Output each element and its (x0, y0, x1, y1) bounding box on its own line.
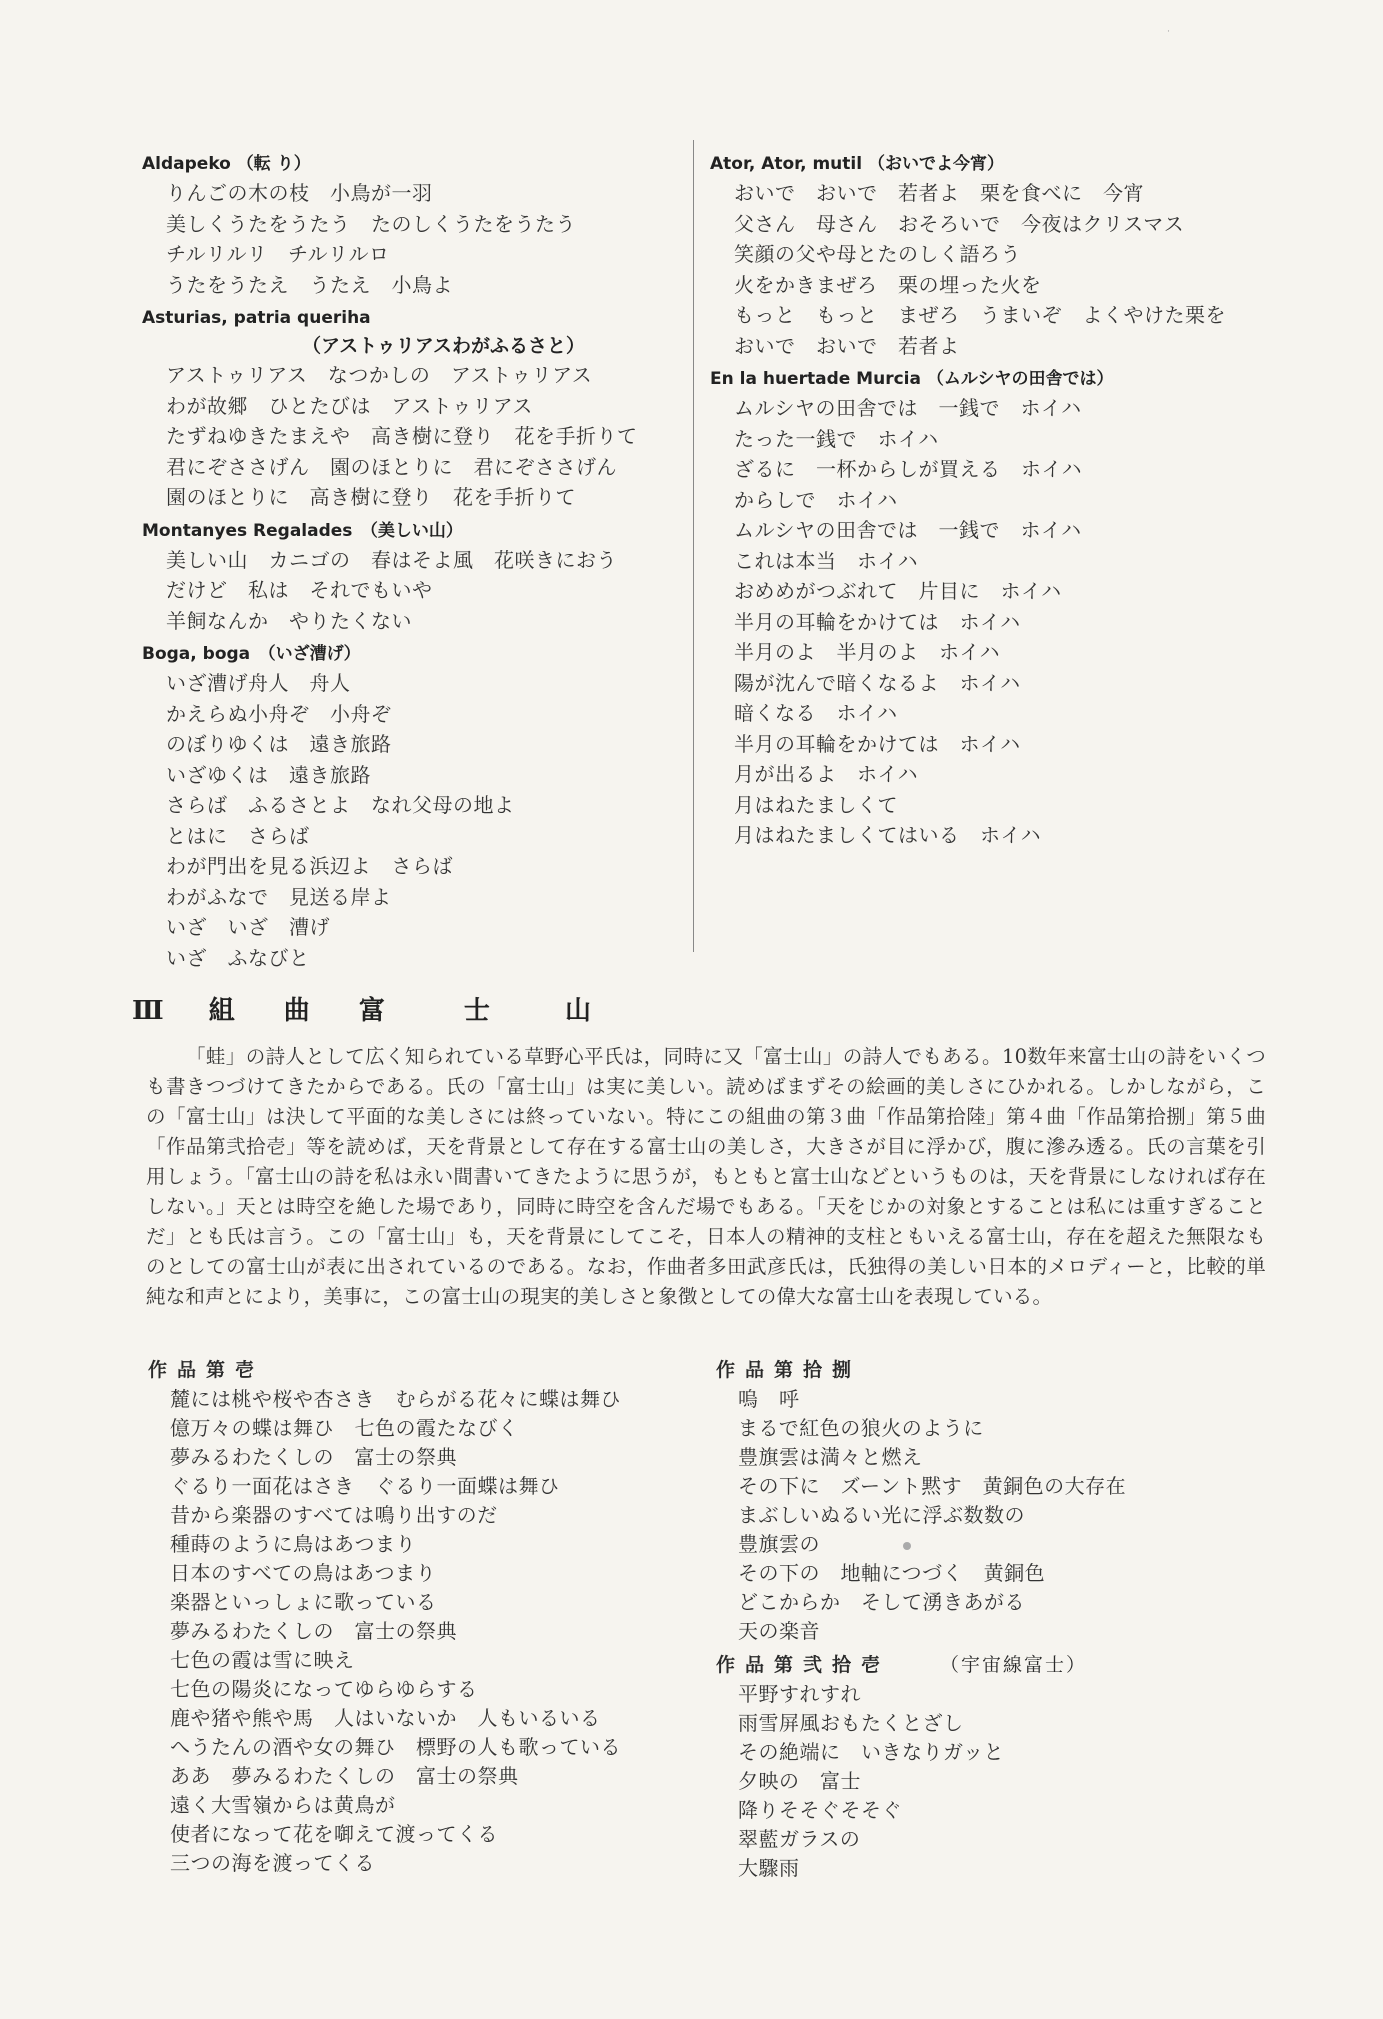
poem-line: 大驟雨 (738, 1856, 800, 1880)
poem-line: 日本のすべての鳥はあつまり (170, 1561, 437, 1585)
lyric-line: わがふなで 見送る岸よ (166, 884, 392, 909)
lyric-line: おめめがつぶれて 片目に ホイハ (734, 579, 1062, 603)
poem-title (148, 1355, 708, 1385)
lyric-line: いざ漕げ舟人 舟人 (166, 671, 351, 695)
lyric-line: わが門出を見る浜辺よ さらば (166, 854, 453, 878)
poem-line: 麓には桃や桜や杏さき むらがる花々に蝶は舞ひ (170, 1387, 621, 1411)
song-lines (142, 360, 682, 513)
poem-line: 平野すれすれ (738, 1682, 861, 1706)
song-title: Asturias, patria queriha (142, 308, 371, 328)
song-block (710, 150, 1270, 361)
lyric-line: 美しい山 カニゴの 春はそよ風 花咲きにおう (166, 547, 617, 572)
lyric-line: これは本当 ホイハ (734, 548, 919, 573)
heading-char: 曲 (283, 996, 314, 1026)
lyric-line: 陽が沈んで暗くなるよ ホイハ (734, 670, 1021, 695)
poem-title (716, 1650, 1276, 1680)
section-number: Ⅲ (132, 996, 168, 1026)
right-song-column (710, 150, 1270, 855)
poem-subtitle: （宇宙線富士） (940, 1654, 1088, 1676)
heading-char: 組 (208, 996, 239, 1026)
poem-lines (716, 1385, 1276, 1646)
lyric-line: だけど 私は それでもいや (166, 578, 433, 602)
lyric-line: からしで ホイハ (734, 487, 898, 512)
poem-line: 夢みるわたくしの 富士の祭典 (170, 1619, 457, 1643)
lyric-line: りんごの木の枝 小鳥が一羽 (166, 181, 433, 205)
poem-block (716, 1355, 1276, 1646)
poem-line: 鹿や猪や熊や馬 人はいないか 人もいるいる (170, 1706, 601, 1730)
lyric-line: たずねゆきたまえや 高き樹に登り 花を手折りて (166, 424, 638, 448)
scan-mark: ˙ (1166, 30, 1171, 41)
poem-lines (148, 1385, 708, 1878)
column-divider (693, 140, 694, 952)
poem-block (148, 1355, 708, 1878)
lyric-line: おいで おいで 若者よ (734, 333, 960, 358)
poem-line: 翠藍ガラスの (738, 1827, 861, 1851)
lyric-line: もっと もっと まぜろ うまいぞ よくやけた栗を (734, 303, 1226, 327)
lyric-line: とはに さらば (166, 823, 310, 848)
poem-line: 夢みるわたくしの 富士の祭典 (170, 1445, 457, 1469)
lyric-line: 月はねたましくて (734, 792, 898, 817)
poem-lines (716, 1680, 1276, 1883)
lyric-line: ムルシヤの田舎では 一銭で ホイハ (734, 518, 1082, 542)
poem-line: 夕映の 富士 (738, 1769, 861, 1793)
poem-line: へうたんの酒や女の舞ひ 標野の人も歌っている (170, 1735, 621, 1759)
lyric-line: 父さん 母さん おそろいで 今夜はクリスマス (734, 211, 1185, 236)
lyric-line: 半月の耳輪をかけては ホイハ (734, 609, 1021, 634)
song-block (142, 304, 682, 513)
poem-line: その下の 地軸につづく 黄銅色 (738, 1561, 1046, 1585)
poem-title (716, 1355, 1276, 1385)
song-title: Boga, boga （いざ漕げ） (142, 644, 361, 664)
lyric-line: 月はねたましくてはいる ホイハ (734, 823, 1042, 847)
lyric-line: いざ ふなびと (166, 945, 310, 970)
lyric-line: 半月のよ 半月のよ ホイハ (734, 640, 1001, 664)
poem-line: どこからか そして湧きあがる (738, 1590, 1025, 1614)
poem-line: 天の楽音 (738, 1619, 820, 1643)
poem-line: ぐるり一面花はさき ぐるり一面蝶は舞ひ (170, 1474, 560, 1498)
poem-line: その下に ズーント黙す 黄銅色の大存在 (738, 1474, 1127, 1498)
poem-line: ああ 夢みるわたくしの 富士の祭典 (170, 1764, 519, 1788)
heading-char: 士 (463, 996, 494, 1026)
lyric-line: いざ いざ 漕げ (166, 915, 330, 939)
poem-title-text: 作品第壱 (148, 1359, 265, 1381)
poem-block (716, 1650, 1276, 1883)
poem-line: 億万々の蝶は舞ひ 七色の霞たなびく (170, 1416, 519, 1440)
lyric-line: 美しくうたをうたう たのしくうたをうたう (166, 211, 576, 236)
poem-line: 使者になって花を啣えて渡ってくる (170, 1822, 498, 1846)
poem-line: 豊旗雲は満々と燃え (738, 1445, 923, 1469)
poem-line: 七色の陽炎になってゆらゆらする (170, 1677, 478, 1701)
lyric-line: 暗くなる ホイハ (734, 701, 898, 725)
poem-line: 豊旗雲の (738, 1532, 820, 1556)
heading-char: 富 (358, 996, 389, 1026)
song-block (142, 517, 682, 637)
song-subtitle: （アストゥリアスわがふるさと） (302, 335, 586, 357)
poem-line: まぶしいぬるい光に浮ぶ数数の (738, 1503, 1025, 1527)
lyric-line: さらば ふるさとよ なれ父母の地よ (166, 793, 515, 817)
lyric-line: のぼりゆくは 遠き旅路 (166, 732, 392, 756)
lyric-line: ムルシヤの田舎では 一銭で ホイハ (734, 396, 1082, 420)
section-prose: 「蛙」の詩人として広く知られている草野心平氏は，同時に又「富士山」の詩人でもある。10数年来富士山の詩をいくつも書きつづけてきたからである。氏の「富士山」は実に美しい。読めばまずその絵画的美しさにひかれる。しかしながら，この「富士山」は決して平面的な美しさには終っていない。特にこの組曲の第３曲「作品第拾陸」第４曲「作品第拾捌」第５曲「作品第弐拾壱」等を読めば，天を背景として存在する富士山の美しさ，大きさが目に浮かび，腹に滲み透る。氏の言葉を引用しょう。「富士山の詩を私は永い間書いてきたように思うが，もともと富士山などというものは，天を背景にしなければ存在しない。」天とは時空を絶した場であり，同時に時空を含んだ場でもある。「天をじかの対象とすることは私には重すぎることだ」とも氏は言う。この「富士山」も，天を背景にしてこそ，日本人の精神的支柱ともいえる富士山，存在を超えた無限なものとしての富士山が表に出されているのである。なお，作曲者多田武彦氏は，氏独得の美しい日本的メロディーと，比較的単純な和声とにより，美事に，この富士山の現実的美しさと象徴としての偉大な富士山を表現している。 (146, 1045, 1266, 1308)
poem-line: まるで紅色の狼火のように (738, 1416, 984, 1440)
song-lines (710, 393, 1270, 851)
section-heading (132, 990, 627, 1027)
poem-line: 雨雪屏風おもたくとざし (738, 1711, 964, 1735)
left-song-column (142, 150, 682, 977)
poem-line: 降りそそぐそそぐ (738, 1798, 902, 1822)
poem-line: 楽器といっしょに歌っている (170, 1590, 437, 1614)
lyric-line: おいで おいで 若者よ 栗を食べに 今宵 (734, 181, 1144, 205)
song-block (142, 640, 682, 973)
poems-left-column (148, 1355, 708, 1878)
poem-line: 遠く大雪嶺からは黄鳥が (170, 1793, 396, 1817)
poem-line: 昔から楽器のすべては鳴り出すのだ (170, 1503, 498, 1527)
song-block (710, 365, 1270, 851)
lyric-line: 笑顔の父や母とたのしく語ろう (734, 242, 1021, 266)
lyric-line: 羊飼なんか やりたくない (166, 608, 412, 633)
lyric-line: たった一銭で ホイハ (734, 426, 939, 451)
song-title: En la huertade Murcia （ムルシヤの田舎では） (710, 369, 1114, 389)
lyric-line: 君にぞささげん 園のほとりに 君にぞささげん (166, 454, 617, 479)
song-title: Aldapeko （転 り） (142, 154, 311, 174)
lyric-line: 月が出るよ ホイハ (734, 762, 919, 786)
poem-line: 種蒔のように鳥はあつまり (170, 1532, 416, 1556)
poem-line: 七色の霞は雪に映え (170, 1648, 355, 1672)
poem-line: 三つの海を渡ってくる (170, 1851, 375, 1875)
lyric-line: わが故郷 ひとたびは アストゥリアス (166, 393, 533, 418)
song-title: Montanyes Regalades （美しい山） (142, 520, 463, 541)
poem-title-text: 作品第拾捌 (716, 1359, 862, 1381)
lyric-line: いざゆくは 遠き旅路 (166, 762, 371, 787)
heading-char: 山 (564, 996, 595, 1026)
song-block (142, 150, 682, 300)
song-lines (142, 668, 682, 973)
lyric-line: 火をかきまぜろ 栗の埋った火を (734, 272, 1042, 297)
poem-line: 嗚 呼 (738, 1387, 800, 1411)
poem-line: その絶端に いきなりガッと (738, 1740, 1005, 1764)
song-lines (142, 178, 682, 300)
song-lines (710, 178, 1270, 361)
poems-right-column (716, 1355, 1276, 1883)
lyric-line: うたをうたえ うたえ 小鳥よ (166, 272, 453, 297)
song-lines (142, 545, 682, 637)
ink-speck (903, 1542, 911, 1550)
lyric-line: 半月の耳輪をかけては ホイハ (734, 731, 1021, 756)
lyric-line: 園のほとりに 高き樹に登り 花を手折りて (166, 485, 576, 509)
lyric-line: ざるに 一杯からしが買える ホイハ (734, 457, 1083, 481)
poem-title-text: 作品第弐拾壱 (716, 1654, 891, 1676)
lyric-line: かえらぬ小舟ぞ 小舟ぞ (166, 701, 392, 726)
lyric-line: アストゥリアス なつかしの アストゥリアス (166, 363, 593, 387)
song-title: Ator, Ator, mutil （おいでよ今宵） (710, 154, 1004, 174)
lyric-line: チルリルリ チルリルロ (166, 242, 390, 266)
